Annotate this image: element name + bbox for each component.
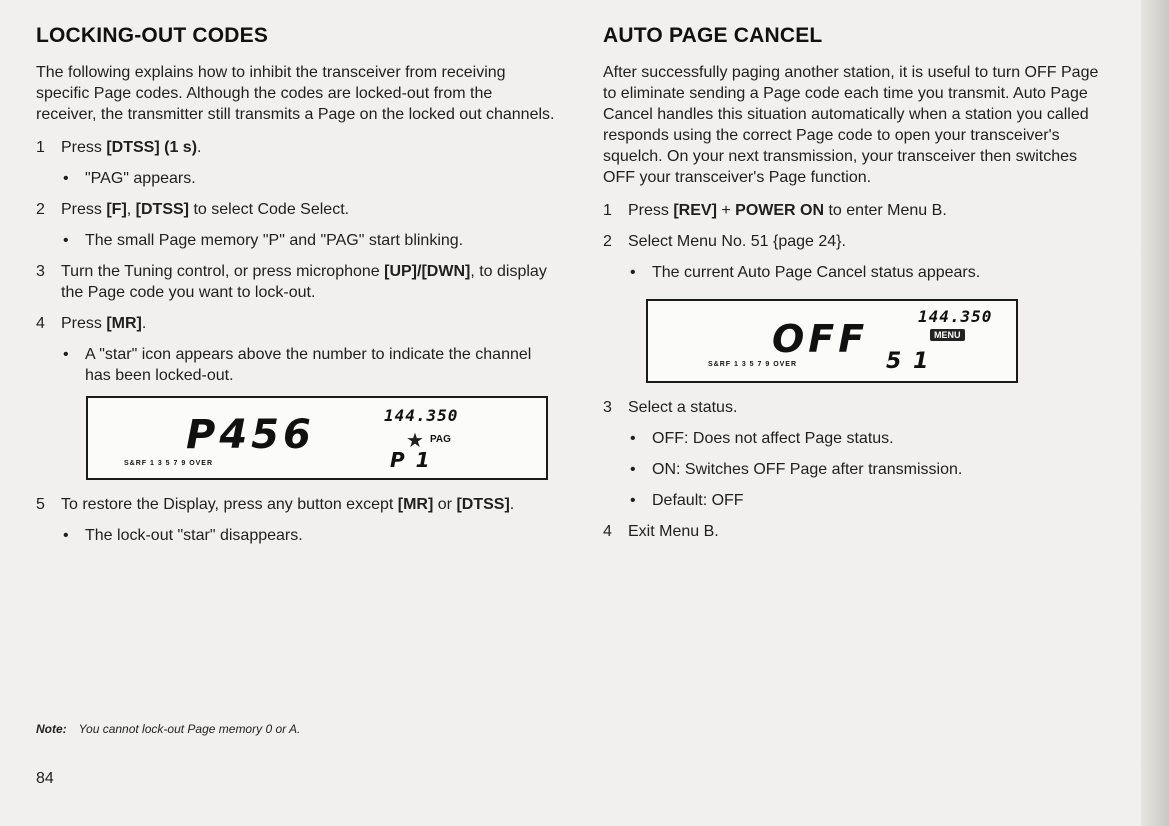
right-step-4: 4 Exit Menu B. (603, 523, 719, 540)
step-1-bullet: • "PAG" appears. (63, 170, 196, 187)
status-default: • Default: OFF (630, 492, 744, 509)
menu-badge: MENU (930, 329, 965, 341)
page-edge-shadow (1141, 0, 1169, 826)
pag-indicator: PAG (430, 434, 451, 445)
key-dtss-2: [DTSS] (456, 496, 510, 513)
lcd-display-menu (646, 299, 1018, 383)
lcd-frequency: 144.350 (384, 406, 459, 425)
page-number: 84 (36, 770, 54, 787)
status-option-on: • ON: Switches OFF Page after transmission. (630, 461, 963, 478)
step-4-bullet: • A "star" icon appears above the number to indicate the channel has been locked-out. (63, 346, 532, 384)
section-title-auto-page-cancel: AUTO PAGE CANCEL (603, 24, 823, 47)
lcd-status-off: OFF (772, 317, 869, 361)
right-step-1: 1 Press [REV] + POWER ON to enter Menu B. (603, 202, 947, 219)
note-text: You cannot lock-out Page memory 0 or A. (78, 722, 301, 736)
lcd-menu-number: 5 1 (886, 349, 931, 374)
step-5-bullet: • The lock-out "star" disappears. (63, 527, 303, 544)
key-dtss-1s: [DTSS] (1 s) (106, 139, 198, 156)
section-title-locking-out-codes: LOCKING-OUT CODES (36, 24, 269, 47)
step-1: 1 Press [DTSS] (1 s). (36, 139, 202, 156)
step-4: 4 Press [MR]. (36, 315, 147, 332)
key-mr: [MR] (106, 315, 142, 332)
key-dtss: [DTSS] (135, 201, 189, 218)
locking-out-intro: The following explains how to inhibit the transceiver from receiving specific Page codes. Although the codes are locked-out from the receiver, the transmitter still transmits a Page on the locked out channels. (36, 64, 555, 123)
step-2: 2 Press [F], [DTSS] to select Code Select. (36, 201, 350, 218)
right-column (603, 24, 1103, 552)
key-mr-2: [MR] (397, 496, 434, 513)
key-rev: [REV] (673, 202, 717, 219)
right-step-2-bullet: • The current Auto Page Cancel status appears. (630, 264, 981, 281)
note (36, 722, 300, 736)
status-option-off: • OFF: Does not affect Page status. (630, 430, 894, 447)
left-column (36, 24, 556, 556)
key-f: [F] (106, 201, 127, 218)
lcd-signal-meter: S&RF 1 3 5 7 9 OVER (124, 460, 214, 467)
key-up-dwn: [UP]/[DWN] (384, 263, 471, 280)
lcd-page-memory: P 1 (390, 448, 432, 472)
lcd-display-lockout (86, 396, 548, 480)
step-5: 5 To restore the Display, press any button except [MR] or [DTSS]. (36, 496, 515, 513)
right-step-3: 3 Select a status. (603, 399, 738, 416)
step-3: 3 Turn the Tuning control, or press microphone [UP]/[DWN], to display the Page code you want to lock-out. (36, 263, 547, 301)
star-icon: ★ (406, 430, 424, 452)
auto-page-cancel-intro: After successfully paging another station, it is useful to turn OFF Page to eliminate sending a Page code each time you transmit. Auto Page Cancel handles this situation automatically when a station you called responds using the correct Page code to open your transceiver's squelch. On your next transmission, your transceiver then switches OFF your transceiver's Page function. (603, 64, 1099, 186)
note-label: Note: (36, 722, 67, 736)
lcd-signal-meter-right: S&RF 1 3 5 7 9 OVER (708, 361, 798, 368)
right-step-2: 2 Select Menu No. 51 {page 24}. (603, 233, 846, 250)
lcd-page-code: P456 (186, 412, 315, 458)
key-power-on: POWER ON (735, 202, 825, 219)
lcd-frequency-right: 144.350 (918, 307, 993, 326)
step-2-bullet: • The small Page memory "P" and "PAG" start blinking. (63, 232, 464, 249)
